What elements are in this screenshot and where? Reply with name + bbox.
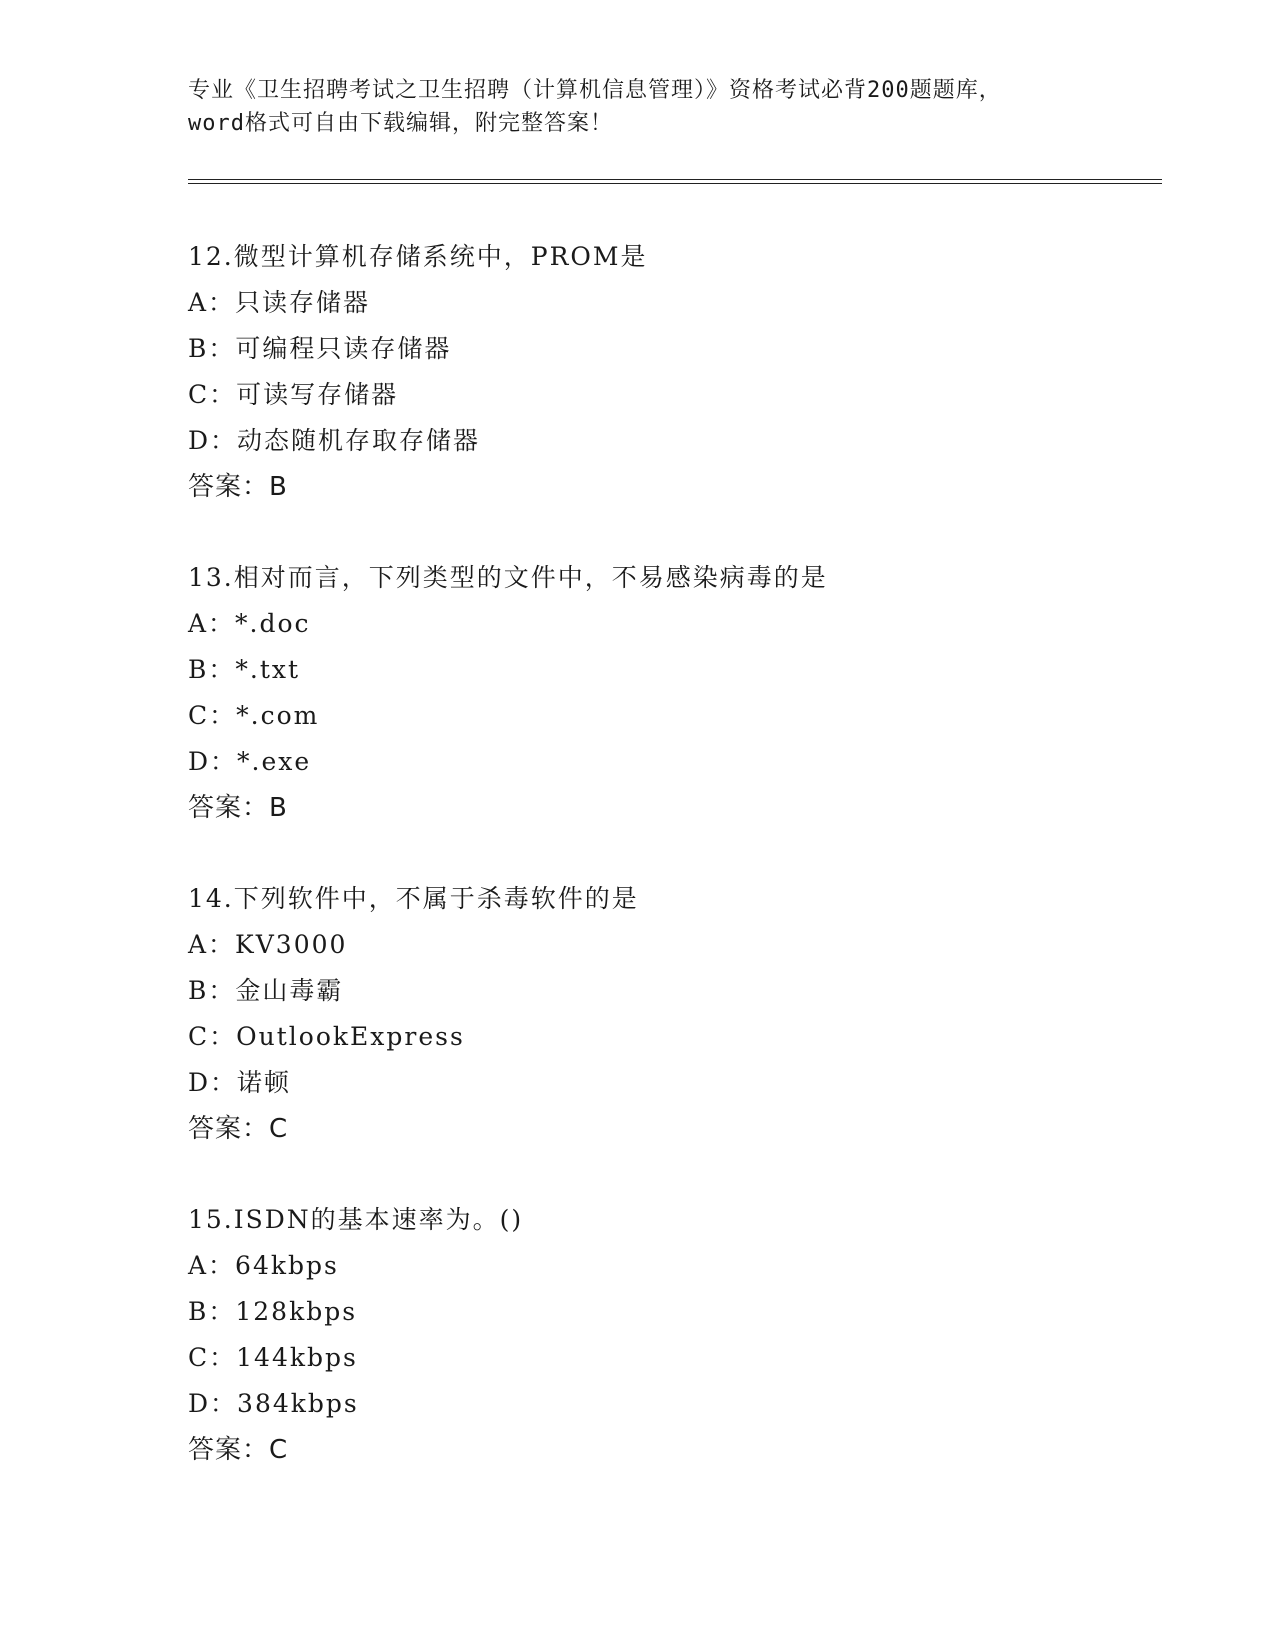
option-a: A：*.doc (188, 609, 311, 638)
option-b: B：金山毒霸 (188, 976, 344, 1005)
header-line-2: word格式可自由下载编辑，附完整答案！ (188, 111, 613, 136)
question-block (188, 555, 1148, 831)
question-stem: 13.相对而言，下列类型的文件中，不易感染病毒的是 (188, 563, 828, 592)
question-block (188, 234, 1148, 510)
option-a: A：只读存储器 (188, 288, 371, 317)
option-c: C：可读写存储器 (188, 380, 399, 409)
document-header (188, 74, 1088, 140)
option-a: A：KV3000 (188, 930, 348, 959)
option-b: B：可编程只读存储器 (188, 334, 452, 363)
option-c: C：144kbps (188, 1343, 358, 1372)
header-divider-bottom (188, 183, 1162, 184)
answer-line: 答案：C (188, 1114, 289, 1144)
option-b: B：128kbps (188, 1297, 358, 1326)
option-d: D：动态随机存取存储器 (188, 426, 481, 455)
option-d: D：*.exe (188, 747, 312, 776)
question-stem: 12.微型计算机存储系统中，PROM是 (188, 242, 648, 271)
header-divider-top (188, 179, 1162, 180)
option-c: C：OutlookExpress (188, 1022, 465, 1051)
answer-line: 答案：B (188, 793, 288, 823)
answer-line: 答案：B (188, 472, 288, 502)
header-line-1: 专业《卫生招聘考试之卫生招聘（计算机信息管理）》资格考试必背200题题库， (188, 78, 1002, 103)
question-stem: 14.下列软件中，不属于杀毒软件的是 (188, 884, 639, 913)
answer-line: 答案：C (188, 1435, 289, 1465)
option-a: A：64kbps (188, 1251, 339, 1280)
option-b: B：*.txt (188, 655, 301, 684)
question-block (188, 876, 1148, 1152)
option-d: D：诺顿 (188, 1068, 292, 1097)
option-d: D：384kbps (188, 1389, 359, 1418)
question-stem: 15.ISDN的基本速率为。() (188, 1205, 524, 1234)
question-block (188, 1197, 1148, 1473)
option-c: C：*.com (188, 701, 320, 730)
